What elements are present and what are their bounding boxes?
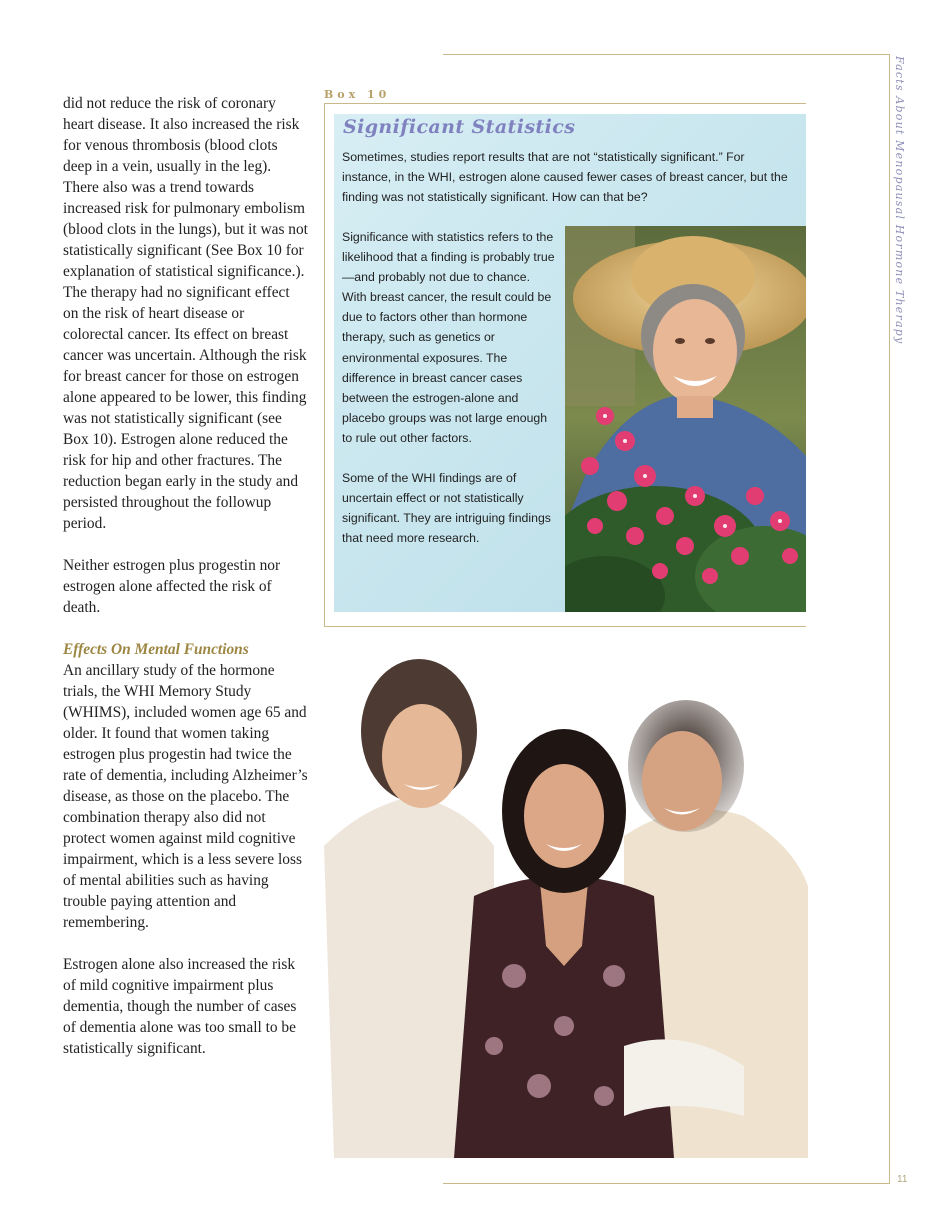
left-column — [63, 93, 308, 1080]
photo-woman-with-flowers — [565, 226, 806, 612]
body-paragraph: Neither estrogen plus progestin nor estrogen alone affected the risk of death. — [63, 557, 281, 616]
photo-woman-with-flowers-image — [565, 226, 806, 612]
box-rule-top — [324, 103, 806, 104]
running-title: Facts About Menopausal Hormone Therapy — [893, 56, 906, 345]
photo-three-women — [324, 646, 808, 1158]
page-number: 11 — [897, 1174, 908, 1185]
box-body — [342, 227, 557, 568]
frame-rule-top — [443, 54, 890, 55]
body-paragraph: An ancillary study of the hormone trials, the WHI Memory Study (WHIMS), included women age 65 and older. It found that women taking estrogen plus progestin had twice the rate of dementia, including Alzheimer’s disease, as those on the placebo. The combination therapy also did not protect women against mild cognitive impairment, which is a less severe loss of mental abilities such as having trouble paying attention and remembering. — [63, 662, 308, 931]
box-title: Significant Statistics — [343, 116, 576, 138]
frame-rule-right — [889, 54, 890, 1184]
section-subheading: Effects On Mental Functions — [63, 641, 249, 658]
box-rule-bottom — [324, 626, 806, 627]
box-rule-left — [324, 103, 325, 627]
frame-rule-bottom — [443, 1183, 890, 1184]
box-paragraph: Significance with statistics refers to the likelihood that a finding is probably true—and probably not due to chance. With breast cancer, the result could be due to factors other than hormone therapy, such as genetics or environmental exposures. The difference in breast cancer cases between the estrogen-alone and placebo groups was not large enough to rule out other factors. — [342, 230, 555, 445]
box-label: Box 10 — [324, 88, 391, 101]
box-lead-paragraph: Sometimes, studies report results that are not “statistically significant.” For instance, in the WHI, estrogen alone caused fewer cases of breast cancer, but the finding was not statistically significant. How can that be? — [342, 150, 788, 204]
body-paragraph: Estrogen alone also increased the risk of mild cognitive impairment plus dementia, though the number of cases of dementia alone was too small to be statistically significant. — [63, 956, 297, 1057]
box-paragraph: Some of the WHI findings are of uncertain effect or not statistically significant. They are intriguing findings that need more research. — [342, 471, 551, 546]
body-paragraph: did not reduce the risk of coronary heart disease. It also increased the risk for venous thrombosis (blood clots deep in a vein, usually in the leg). There also was a trend towards increased risk for pulmonary embolism (blood clots in the lungs), but it was not statistically significant (See Box 10 for explanation of statistical significance.). The therapy had no significant effect on the risk of heart disease or colorectal cancer. Its effect on breast cancer was uncertain. Although the risk for breast cancer for those on estrogen alone appeared to be lower, this finding was not statistically significant (see Box 10). Estrogen alone reduced the risk for hip and other fractures. The reduction began early in the study and persisted throughout the followup period. — [63, 95, 308, 532]
photo-three-women-image — [324, 646, 808, 1158]
